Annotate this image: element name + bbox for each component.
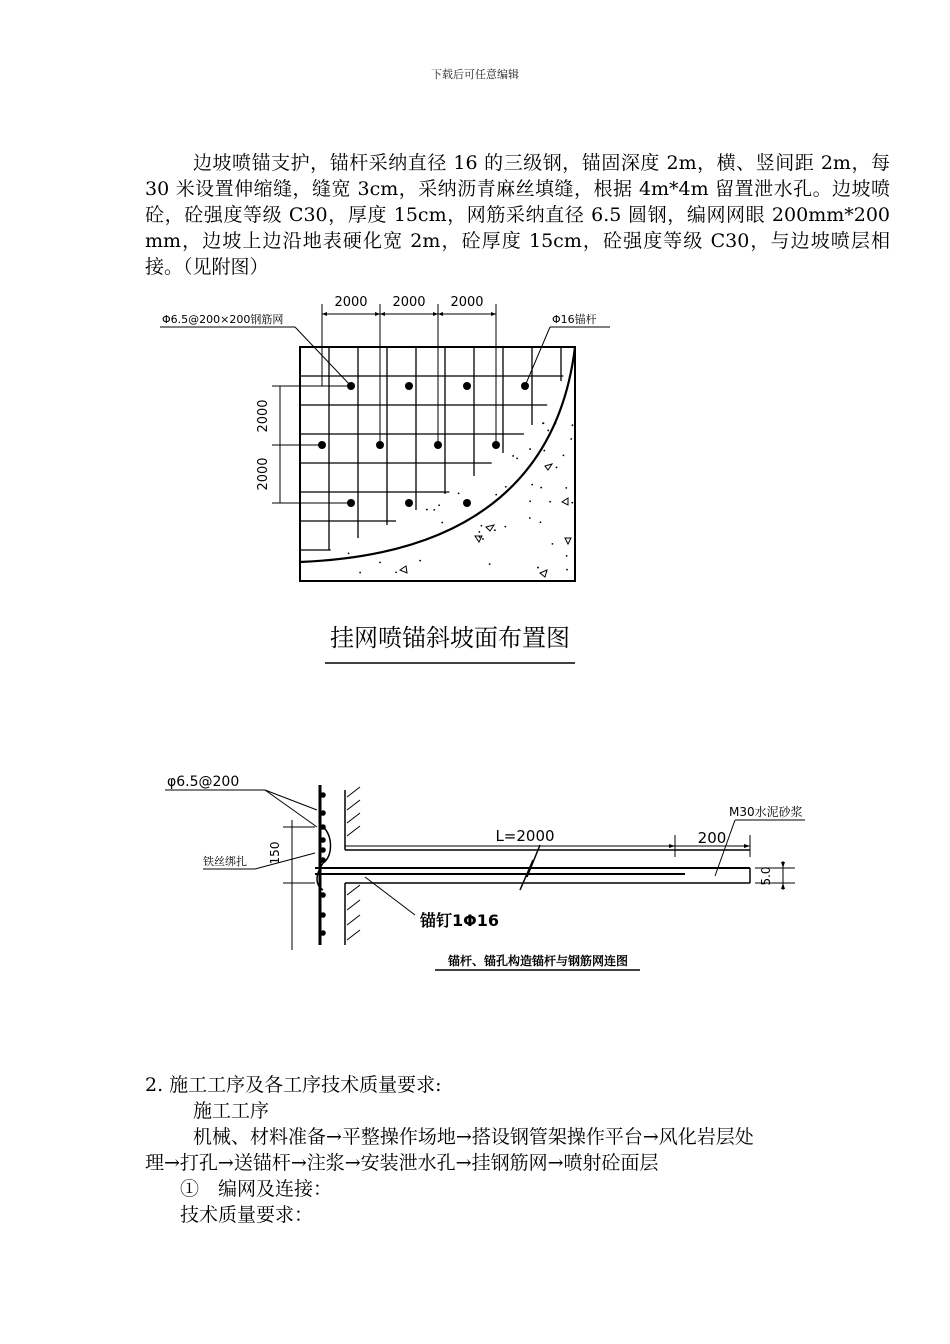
concrete-dot — [516, 457, 518, 459]
concrete-dot — [531, 484, 533, 486]
list-item-mesh: ① 编网及连接： — [180, 1178, 333, 1200]
concrete-dot — [505, 486, 507, 488]
concrete-dot — [379, 561, 381, 563]
concrete-dot — [504, 526, 506, 528]
concrete-dot — [478, 531, 480, 533]
concrete-dot — [359, 572, 361, 574]
dim-top-3: 2000 — [450, 295, 484, 310]
dim-150: 150 — [268, 841, 282, 865]
concrete-dot — [540, 487, 542, 489]
section2-heading: 2. 施工工序及各工序技术质量要求: — [145, 1074, 442, 1096]
label-wire-tie: 铁丝绑扎 — [203, 855, 247, 868]
page-header: 下载后可任意编辑 — [431, 68, 519, 81]
concrete-dot — [566, 569, 568, 571]
list-item-quality: 技术质量要求： — [180, 1204, 314, 1226]
label-anchor: Φ16锚杆 — [552, 313, 597, 326]
concrete-dot — [481, 525, 483, 527]
concrete-dot — [549, 501, 551, 503]
concrete-dot — [566, 555, 568, 557]
concrete-dot — [438, 504, 440, 506]
concrete-dot — [565, 487, 567, 489]
concrete-dot — [426, 509, 428, 511]
figure-anchor-detail — [155, 765, 815, 980]
concrete-dot — [419, 560, 421, 562]
concrete-dot — [395, 571, 397, 573]
paragraph-anchor-support: 边坡喷锚支护，锚杆采纳直径 16 的三级钢，锚固深度 2m，横、竖间距 2m，每 30 米设置伸缩缝，缝宽 3cm，采纳沥青麻丝填缝，根据 4m*4m 留置泄水孔。边坡喷砼，砼强度等级 C30，厚度 15cm，网筋采纳直径 6.5 圆钢，编网网眼 200mm*200 mm，边坡上边沿地表硬化宽 2m，砼厚度 15cm，砼强度等级 C30，与边坡喷层相接。（见附图） — [145, 152, 890, 278]
concrete-dot — [547, 430, 549, 432]
concrete-dot — [529, 500, 531, 502]
concrete-dot — [433, 509, 435, 511]
figure2-caption: 锚杆、锚孔构造锚杆与钢筋网连图 — [447, 954, 629, 968]
concrete-dot — [543, 422, 545, 424]
concrete-dot — [458, 492, 460, 494]
concrete-dot — [555, 423, 557, 425]
concrete-dot — [479, 536, 481, 538]
concrete-dot — [529, 448, 531, 450]
concrete-dot — [571, 502, 573, 504]
dim-top-2: 2000 — [392, 295, 426, 310]
process-line-1: 机械、材料准备→平整操作场地→搭设钢管架操作平台→风化岩层处 — [193, 1126, 754, 1148]
concrete-dot — [540, 521, 542, 523]
section2-subheading: 施工工序 — [193, 1100, 270, 1122]
dim-length: L=2000 — [495, 827, 555, 845]
concrete-dot — [494, 529, 496, 531]
concrete-dot — [543, 450, 545, 452]
concrete-dot — [552, 543, 554, 545]
dim-200: 200 — [697, 829, 727, 847]
concrete-dot — [482, 538, 484, 540]
dim-left-1: 2000 — [256, 399, 271, 433]
concrete-dot — [441, 522, 443, 524]
label-mortar: M30水泥砂浆 — [729, 805, 803, 819]
label-mesh: Φ6.5@200×200钢筋网 — [162, 313, 284, 326]
label-mesh-spec: φ6.5@200 — [167, 774, 240, 790]
concrete-dot — [495, 494, 497, 496]
concrete-dot — [537, 567, 539, 569]
anchor-points — [318, 382, 529, 507]
concrete-dot — [489, 563, 491, 565]
concrete-dot — [572, 424, 574, 426]
concrete-dot — [348, 552, 350, 554]
dim-top-1: 2000 — [334, 295, 368, 310]
concrete-dot — [556, 467, 558, 469]
concrete-dot — [570, 438, 572, 440]
figure-slope-layout — [150, 290, 597, 675]
dim-5: 5.0 — [759, 866, 773, 886]
concrete-dot — [512, 455, 514, 457]
process-line-2: 理→打孔→送锚杆→注浆→安装泄水孔→挂钢筋网→喷射砼面层 — [145, 1152, 659, 1174]
dim-left-2: 2000 — [256, 457, 271, 491]
figure1-caption: 挂网喷锚斜坡面布置图 — [330, 624, 570, 652]
concrete-dot — [529, 517, 531, 519]
concrete-hatch — [400, 464, 571, 577]
mesh-grid — [300, 347, 563, 550]
label-nail: 锚钉1Φ16 — [420, 911, 500, 930]
concrete-dot — [563, 454, 565, 456]
